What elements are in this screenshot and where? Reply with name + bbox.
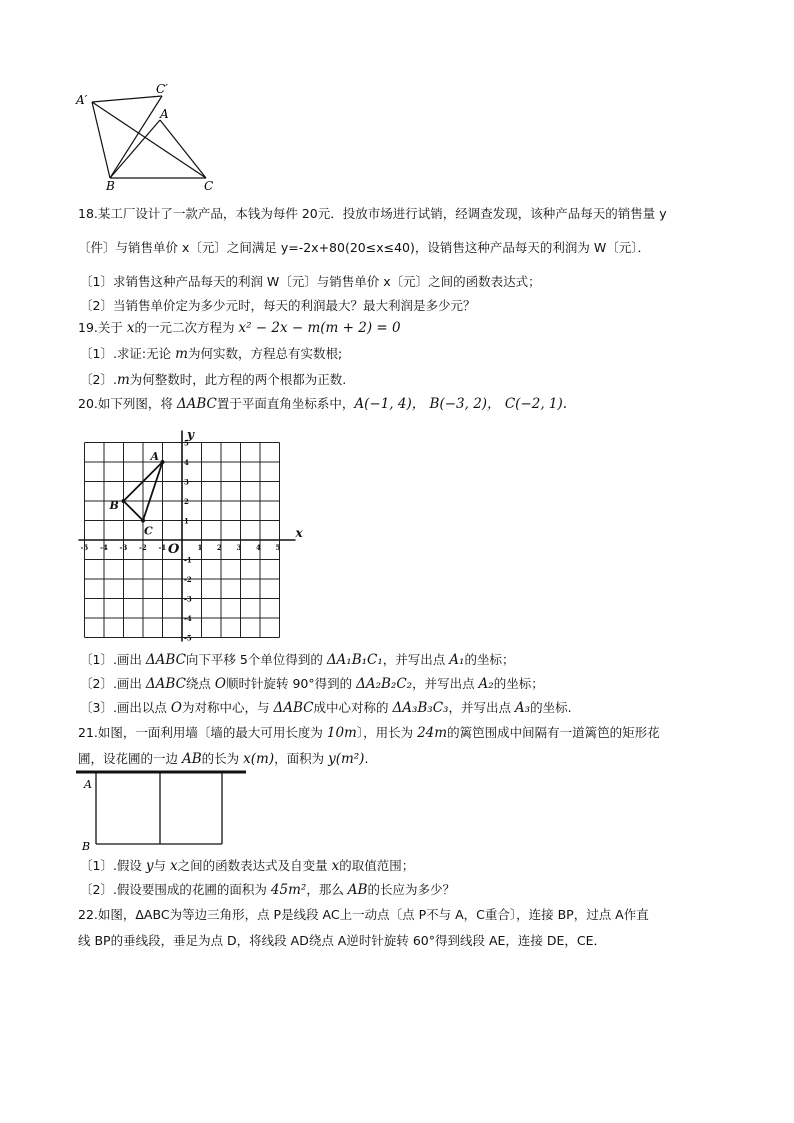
label-b: B — [106, 179, 115, 193]
y-tick-label: -5 — [184, 633, 192, 643]
label-c-prime: C′ — [156, 82, 168, 96]
x-tick-label: -2 — [139, 543, 147, 552]
x-tick-label: -5 — [80, 543, 89, 552]
point-b-label: B — [109, 499, 119, 512]
x-tick-label: 2 — [217, 543, 222, 552]
point-b-dot — [122, 499, 126, 503]
q18-part-2: 〔2〕当销售单价定为多少元时，每天的利润最大？最大利润是多少元？ — [80, 298, 476, 313]
garden-label-a: A — [84, 778, 92, 791]
x-tick-label: 5 — [275, 543, 281, 552]
garden-label-b: B — [82, 840, 91, 853]
q20-part-1: 〔1〕.画出 ΔABC向下平移 5个单位得到的 ΔA₁B₁C₁，并写出点 A₁的坐标； — [80, 652, 515, 668]
point-a-label: A — [150, 450, 160, 463]
q19-part-1: 〔1〕.求证:无论 m为何实数，方程总有实数根; — [80, 346, 343, 362]
q22-stem-line-2: 线 BP的垂线段，垂足为点 D，将线段 AD绕点 A逆时针旋转 60°得到线段 AE，连接 DE，CE． — [78, 933, 607, 948]
q19-equation: x² − 2x − m(m + 2) = 0 — [238, 320, 401, 336]
y-tick-label: -4 — [184, 614, 192, 623]
y-tick-label: 2 — [184, 497, 189, 506]
q20-stem: 20.如下列图，将 ΔABC置于平面直角坐标系中，A(−1, 4)， B(−3, 2)， C(−2, 1). — [78, 396, 568, 412]
x-tick-label: 3 — [236, 543, 242, 552]
q21-stem-line-1: 21.如图，一面利用墙〔墙的最大可用长度为 10m〕，用长为 24m的篱笆围成中间隔有一道篱笆的矩形花 — [78, 725, 660, 741]
triangle-rotation-figure — [70, 82, 230, 194]
q18-stem-line-2: 〔件〕与销售单价 x〔元〕之间满足 y=-2x+80(20≤x≤40)，设销售这种产品每天的利润为 W〔元〕． — [78, 240, 650, 255]
y-tick-label: -3 — [184, 594, 192, 604]
x-tick-label: -3 — [119, 543, 128, 552]
q21-part-1: 〔1〕.假设 y与 x之间的函数表达式及自变量 x的取值范围； — [80, 858, 415, 874]
q19-part-2: 〔2〕.m为何整数时，此方程的两个根都为正数. — [80, 372, 347, 388]
q21-stem-line-2: 圃，设花圃的一边 AB的长为 x(m)，面积为 y(m²). — [78, 751, 369, 767]
label-a-prime: A′ — [76, 93, 88, 107]
q22-stem-line-1: 22.如图，ΔABC为等边三角形，点 P是线段 AC上一动点〔点 P不与 A，C重合〕，连接 BP，过点 A作直 — [78, 907, 649, 922]
point-c-label: C — [144, 524, 153, 538]
y-axis-label: y — [187, 427, 194, 442]
y-tick-label: 3 — [184, 477, 189, 487]
label-a: A — [160, 107, 169, 121]
x-axis-label: x — [295, 526, 303, 540]
q18-stem-line-1: 18.某工厂设计了一款产品，本钱为每件 20元．投放市场进行试销，经调查发现，该种产品每天的销售量 y — [78, 206, 667, 221]
y-tick-label: -2 — [184, 575, 192, 584]
y-tick-label: 4 — [184, 458, 189, 467]
q18-part-1: 〔1〕求销售这种产品每天的利润 W〔元〕与销售单价 x〔元〕之间的函数表达式； — [80, 274, 541, 289]
x-tick-label: -4 — [100, 543, 108, 552]
q20-part-2: 〔2〕.画出 ΔABC绕点 O顺时针旋转 90°得到的 ΔA₂B₂C₂，并写出点 A₂的坐标； — [80, 676, 544, 692]
y-tick-label: -1 — [184, 555, 192, 565]
y-tick-label: 1 — [184, 516, 189, 526]
x-tick-label: -1 — [158, 543, 167, 552]
q21-part-2: 〔2〕.假设要围成的花圃的面积为 45m²，那么 AB的长应为多少？ — [80, 882, 455, 898]
coordinate-grid-figure — [80, 422, 310, 643]
y-tick-label: 5 — [184, 438, 189, 448]
origin-label: O — [168, 542, 180, 557]
x-tick-label: 4 — [256, 543, 261, 552]
q20-part-3: 〔3〕.画出以点 O为对称中心，与 ΔABC成中心对称的 ΔA₃B₃C₃，并写出点 A₃的坐标. — [80, 700, 572, 716]
q20-coordinates: A(−1, 4)， B(−3, 2)， C(−2, 1). — [354, 396, 568, 412]
label-c: C — [204, 179, 214, 193]
garden-figure — [76, 768, 252, 854]
point-a-dot — [161, 460, 165, 464]
point-c-dot — [141, 519, 145, 523]
q19-stem: 19.关于 x的一元二次方程为 x² − 2x − m(m + 2) = 0 — [78, 320, 401, 336]
x-tick-label: 1 — [197, 543, 203, 552]
